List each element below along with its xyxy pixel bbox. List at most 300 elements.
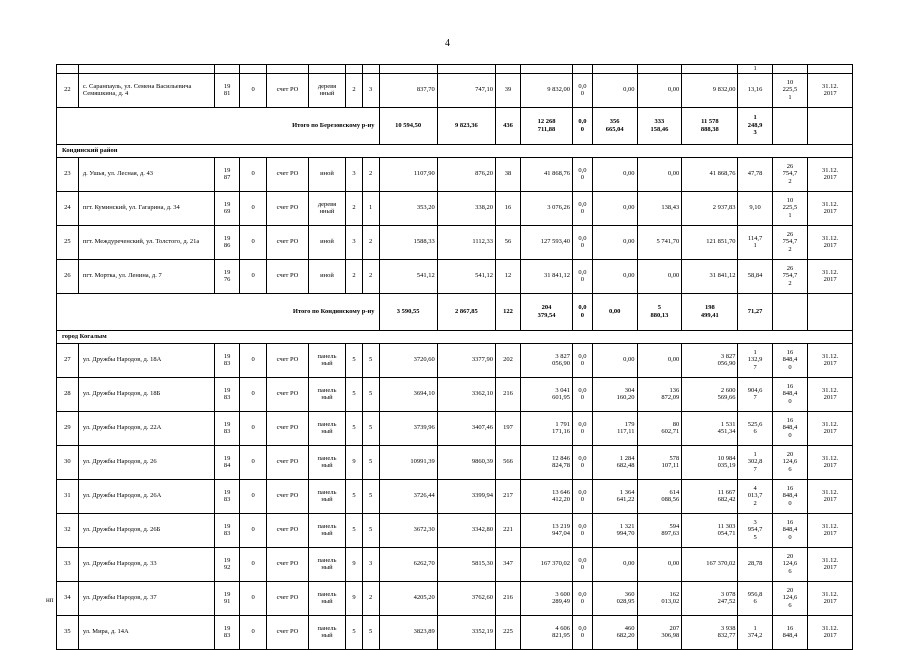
table-cell: 0,00 (637, 73, 682, 107)
subtotal-label: Итого по Березовскому р-ну (57, 107, 380, 144)
table-cell: 347 (496, 547, 521, 581)
table-cell (637, 65, 682, 74)
table-cell: 31.12. 2017 (808, 225, 853, 259)
table-cell: 31 (57, 479, 79, 513)
table-row (57, 547, 853, 581)
table-cell: 6262,70 (379, 547, 437, 581)
table-cell: 3362,10 (437, 377, 495, 411)
table-cell: 26 754,7 2 (772, 225, 807, 259)
table-cell: панель ный (308, 581, 345, 615)
table-cell: 460 682,20 (592, 615, 637, 649)
table-cell: 13,16 (738, 73, 772, 107)
table-cell: 5 (346, 513, 363, 547)
table-cell: панель ный (308, 377, 345, 411)
footer-mark: нп (46, 596, 54, 604)
table-cell: 837,70 (379, 73, 437, 107)
subtotal-cell: 11 578 888,38 (682, 107, 738, 144)
table-cell: 5 (346, 377, 363, 411)
address-cell: пгт. Мортка, ул. Ленина, д. 7 (78, 259, 214, 293)
table-cell: 566 (496, 445, 521, 479)
table-cell: 3762,60 (437, 581, 495, 615)
table-cell: 31.12. 2017 (808, 191, 853, 225)
table-cell: 0 (240, 157, 267, 191)
table-cell: 31.12. 2017 (808, 259, 853, 293)
table-cell: счет РО (267, 259, 309, 293)
table-cell: 23 (57, 157, 79, 191)
table-cell: 197 (496, 411, 521, 445)
table-row (57, 73, 853, 107)
table-cell: 541,12 (437, 259, 495, 293)
section-header-row (57, 144, 853, 157)
address-cell: ул. Дружбы Народов, д. 37 (78, 581, 214, 615)
table-cell (267, 65, 309, 74)
table-cell: 5 (346, 343, 363, 377)
table-cell: 136 872,09 (637, 377, 682, 411)
table-cell: 34 (57, 581, 79, 615)
table-cell: 0,0 0 (573, 547, 593, 581)
subtotal-cell: 333 158,46 (637, 107, 682, 144)
table-cell: 31 841,12 (682, 259, 738, 293)
table-cell: 0,0 0 (573, 479, 593, 513)
table-cell: 2 (362, 225, 379, 259)
table-cell: 3694,10 (379, 377, 437, 411)
table-cell: 4 606 821,95 (521, 615, 573, 649)
table-row (57, 581, 853, 615)
table-cell: 0,0 0 (573, 513, 593, 547)
table-cell: 30 (57, 445, 79, 479)
table-cell: панель ный (308, 411, 345, 445)
table-cell: 167 370,02 (521, 547, 573, 581)
table-cell: 19 69 (215, 191, 240, 225)
table-cell: 10 225,5 1 (772, 73, 807, 107)
table-cell: 9 832,00 (521, 73, 573, 107)
table-cell: счет РО (267, 191, 309, 225)
table-cell: 614 088,56 (637, 479, 682, 513)
table-cell: 47,78 (738, 157, 772, 191)
table-cell: 16 848,4 0 (772, 343, 807, 377)
table-cell: 5 (362, 445, 379, 479)
table-cell: 31.12. 2017 (808, 411, 853, 445)
subtotal-cell: 0,00 (592, 293, 637, 330)
table-cell: 5 (362, 411, 379, 445)
table-cell: 2 (346, 259, 363, 293)
table-cell (521, 65, 573, 74)
subtotal-cell: 2 867,85 (437, 293, 495, 330)
table-cell: 19 92 (215, 547, 240, 581)
table-cell (240, 65, 267, 74)
table-cell: 3352,19 (437, 615, 495, 649)
table-cell: панель ный (308, 479, 345, 513)
table-cell: 3726,44 (379, 479, 437, 513)
table-cell: 216 (496, 581, 521, 615)
table-cell: 16 848,4 0 (772, 513, 807, 547)
table-cell: 0 (240, 73, 267, 107)
table-cell: 0,0 0 (573, 343, 593, 377)
table-cell: 179 117,11 (592, 411, 637, 445)
table-cell: 3 827 056,90 (521, 343, 573, 377)
table-cell: панель ный (308, 547, 345, 581)
table-cell (346, 65, 363, 74)
table-cell: 33 (57, 547, 79, 581)
table-cell: счет РО (267, 157, 309, 191)
address-cell: с. Саранпауль, ул. Семена Васильевича Семяшкина, д. 4 (78, 73, 214, 107)
table-cell: панель ный (308, 615, 345, 649)
table-cell: 0 (240, 411, 267, 445)
address-cell: ул. Дружбы Народов, д. 26 (78, 445, 214, 479)
table-row (57, 157, 853, 191)
table-cell: 207 306,98 (637, 615, 682, 649)
table-cell: 11 303 054,71 (682, 513, 738, 547)
housing-repair-table (56, 64, 853, 650)
table-cell: 9 (346, 445, 363, 479)
table-cell: 138,43 (637, 191, 682, 225)
table-cell: 5 (362, 377, 379, 411)
table-cell: 0,00 (592, 547, 637, 581)
table-cell: 221 (496, 513, 521, 547)
table-cell: 747,10 (437, 73, 495, 107)
table-row (57, 343, 853, 377)
table-cell: иной (308, 157, 345, 191)
table-cell: 360 028,95 (592, 581, 637, 615)
table-row (57, 411, 853, 445)
table-cell: 304 160,20 (592, 377, 637, 411)
table-cell: 0,0 0 (573, 445, 593, 479)
table-cell: 0,00 (592, 73, 637, 107)
table-cell: счет РО (267, 581, 309, 615)
table-cell: 41 868,76 (521, 157, 573, 191)
table-cell (573, 65, 593, 74)
address-cell: д. Ушья, ул. Лесная, д. 43 (78, 157, 214, 191)
table-cell: 2 (362, 581, 379, 615)
address-cell: ул. Дружбы Народов, д. 22А (78, 411, 214, 445)
table-cell: деревя нный (308, 73, 345, 107)
table-cell: 31.12. 2017 (808, 445, 853, 479)
table-cell: 0,0 0 (573, 73, 593, 107)
table-cell: 20 124,6 6 (772, 581, 807, 615)
table-cell: 0 (240, 225, 267, 259)
table-cell: 9 (346, 547, 363, 581)
table-cell: 5 (362, 615, 379, 649)
table-cell: 956,8 6 (738, 581, 772, 615)
table-cell (308, 65, 345, 74)
table-cell: иной (308, 259, 345, 293)
table-cell: 0,0 0 (573, 581, 593, 615)
address-cell: ул. Мира, д. 14А (78, 615, 214, 649)
table-cell: 19 83 (215, 343, 240, 377)
table-cell: 3823,89 (379, 615, 437, 649)
table-cell: 13 219 947,04 (521, 513, 573, 547)
subtotal-cell: 71,27 (738, 293, 772, 330)
table-cell: 16 (496, 191, 521, 225)
table-cell: 0 (240, 615, 267, 649)
table-cell: 9 832,00 (682, 73, 738, 107)
table-cell: 28,78 (738, 547, 772, 581)
table-cell: 0,0 0 (573, 615, 593, 649)
address-cell: пгт. Междуреченский, ул. Толстого, д. 21а (78, 225, 214, 259)
table-cell: 2 (346, 191, 363, 225)
subtotal-cell (808, 293, 853, 330)
table-cell (78, 65, 214, 74)
subtotal-cell: 356 665,04 (592, 107, 637, 144)
table-cell: 0,0 0 (573, 225, 593, 259)
table-cell: 0,0 0 (573, 191, 593, 225)
address-cell: ул. Дружбы Народов, д. 26А (78, 479, 214, 513)
address-cell: ул. Дружбы Народов, д. 33 (78, 547, 214, 581)
table-cell: 5 (346, 615, 363, 649)
table-cell (215, 65, 240, 74)
table-cell: 9,10 (738, 191, 772, 225)
table-cell: 4205,20 (379, 581, 437, 615)
table-cell: счет РО (267, 343, 309, 377)
page-number: 4 (445, 38, 450, 49)
table-cell: 0,0 0 (573, 411, 593, 445)
table-cell: 3739,96 (379, 411, 437, 445)
table-cell: 1 284 682,48 (592, 445, 637, 479)
table-cell: 41 868,76 (682, 157, 738, 191)
table-cell: 20 124,6 6 (772, 445, 807, 479)
table-cell: 0 (240, 581, 267, 615)
table-cell: 876,20 (437, 157, 495, 191)
table-cell: 4 013,7 2 (738, 479, 772, 513)
table-cell: 80 602,71 (637, 411, 682, 445)
table-cell: 1 531 451,34 (682, 411, 738, 445)
table-cell: 0,00 (637, 157, 682, 191)
table-cell: 39 (496, 73, 521, 107)
subtotal-cell: 9 823,36 (437, 107, 495, 144)
table-cell (592, 65, 637, 74)
table-cell (437, 65, 495, 74)
table-cell: 0 (240, 547, 267, 581)
table-row (57, 615, 853, 649)
subtotal-cell: 12 268 711,88 (521, 107, 573, 144)
subtotal-cell: 198 499,41 (682, 293, 738, 330)
table-cell: 162 013,02 (637, 581, 682, 615)
table-cell: 16 848,4 (772, 615, 807, 649)
subtotal-cell (808, 107, 853, 144)
table-row (57, 259, 853, 293)
table-cell: 0,0 0 (573, 259, 593, 293)
table-cell: 31.12. 2017 (808, 343, 853, 377)
table-cell: 32 (57, 513, 79, 547)
table-cell (362, 65, 379, 74)
address-cell: ул. Дружбы Народов, д. 18Б (78, 377, 214, 411)
table-cell: 167 370,02 (682, 547, 738, 581)
table-cell: 11 667 682,42 (682, 479, 738, 513)
table-cell: 19 83 (215, 513, 240, 547)
table-cell: 20 124,6 6 (772, 547, 807, 581)
table-cell: 217 (496, 479, 521, 513)
section-title: Кондинский район (57, 144, 853, 157)
table-cell: 5 (362, 513, 379, 547)
table-cell: 3 (362, 73, 379, 107)
table-cell: 16 848,4 0 (772, 411, 807, 445)
subtotal-cell: 436 (496, 107, 521, 144)
table-cell: 31.12. 2017 (808, 479, 853, 513)
table-cell: 31 841,12 (521, 259, 573, 293)
table-cell: панель ный (308, 343, 345, 377)
table-cell: 31.12. 2017 (808, 73, 853, 107)
table-row (57, 225, 853, 259)
table-cell: 31.12. 2017 (808, 581, 853, 615)
subtotal-cell: 3 590,55 (379, 293, 437, 330)
table-cell: 16 848,4 0 (772, 377, 807, 411)
table-cell: 35 (57, 615, 79, 649)
table-cell: 31.12. 2017 (808, 377, 853, 411)
table-cell: 1 302,8 7 (738, 445, 772, 479)
table-cell: 38 (496, 157, 521, 191)
table-cell: 525,6 6 (738, 411, 772, 445)
table-cell: 12 (496, 259, 521, 293)
table-cell: 2 600 569,66 (682, 377, 738, 411)
table-cell: 0,00 (592, 343, 637, 377)
address-cell: пгт. Куминский, ул. Гагарина, д. 34 (78, 191, 214, 225)
table-cell: счет РО (267, 445, 309, 479)
table-cell: 0,00 (592, 259, 637, 293)
table-cell: 9860,39 (437, 445, 495, 479)
table-cell: 5 (362, 343, 379, 377)
table-cell: 26 (57, 259, 79, 293)
table-cell: 0,00 (637, 343, 682, 377)
table-cell: 578 107,11 (637, 445, 682, 479)
table-cell: 3672,30 (379, 513, 437, 547)
table-cell: 2 (362, 259, 379, 293)
table-cell: 5 741,70 (637, 225, 682, 259)
table-cell: 19 83 (215, 615, 240, 649)
table-cell (808, 65, 853, 74)
table-cell: 202 (496, 343, 521, 377)
table-cell: 0 (240, 343, 267, 377)
table-cell (772, 65, 807, 74)
table-cell: 3 (346, 157, 363, 191)
table-cell: 0,0 0 (573, 377, 593, 411)
subtotal-row (57, 107, 853, 144)
table-cell (682, 65, 738, 74)
table-cell: 19 83 (215, 377, 240, 411)
address-cell: ул. Дружбы Народов, д. 26Б (78, 513, 214, 547)
table-cell: 0 (240, 259, 267, 293)
table-cell: 19 76 (215, 259, 240, 293)
table-cell (496, 65, 521, 74)
table-cell: 2 (346, 73, 363, 107)
table-cell: 19 83 (215, 411, 240, 445)
section-header-row (57, 330, 853, 343)
table-cell: счет РО (267, 513, 309, 547)
table-cell: 127 593,40 (521, 225, 573, 259)
table-cell: 0,00 (637, 259, 682, 293)
table-cell (57, 65, 79, 74)
table-cell: 2 (362, 157, 379, 191)
table-cell: 31.12. 2017 (808, 513, 853, 547)
table-cell: 13 646 412,20 (521, 479, 573, 513)
table-cell: 121 851,70 (682, 225, 738, 259)
table-cell: деревя нный (308, 191, 345, 225)
table-cell: 29 (57, 411, 79, 445)
table-cell: 24 (57, 191, 79, 225)
table-cell: 3377,90 (437, 343, 495, 377)
table-cell: 3 954,7 5 (738, 513, 772, 547)
table-cell: 216 (496, 377, 521, 411)
table-cell: 0 (240, 513, 267, 547)
table-cell: 31.12. 2017 (808, 547, 853, 581)
section-title: город Когалым (57, 330, 853, 343)
table-cell: счет РО (267, 547, 309, 581)
table-cell: 3 076,26 (521, 191, 573, 225)
table-cell: 22 (57, 73, 79, 107)
subtotal-cell (772, 293, 807, 330)
table-cell: 3407,46 (437, 411, 495, 445)
table-row-continuation (57, 65, 853, 74)
table-cell: 1 321 994,70 (592, 513, 637, 547)
table-cell: иной (308, 225, 345, 259)
address-cell: ул. Дружбы Народов, д. 18А (78, 343, 214, 377)
table-cell: 1 (362, 191, 379, 225)
table-cell: 26 754,7 2 (772, 259, 807, 293)
table-cell: 19 83 (215, 479, 240, 513)
table-cell: 594 897,63 (637, 513, 682, 547)
table-cell: 3 (362, 547, 379, 581)
table-row (57, 513, 853, 547)
subtotal-cell: 122 (496, 293, 521, 330)
table-cell: 10991,39 (379, 445, 437, 479)
table-cell: 1112,33 (437, 225, 495, 259)
table-cell: 31.12. 2017 (808, 157, 853, 191)
table-cell: счет РО (267, 615, 309, 649)
table-cell: 1588,33 (379, 225, 437, 259)
table-cell: 5 (346, 479, 363, 513)
table-cell: 0,00 (637, 547, 682, 581)
table-cell: 5 (346, 411, 363, 445)
table-cell: 10 984 035,19 (682, 445, 738, 479)
subtotal-row (57, 293, 853, 330)
subtotal-cell (772, 107, 807, 144)
table-cell: 5815,30 (437, 547, 495, 581)
table-cell: 1 374,2 (738, 615, 772, 649)
table-cell: 56 (496, 225, 521, 259)
table-cell: 225 (496, 615, 521, 649)
table-row (57, 479, 853, 513)
table-cell: 19 84 (215, 445, 240, 479)
table-cell: 19 86 (215, 225, 240, 259)
table-cell: 338,20 (437, 191, 495, 225)
table-cell: 10 225,5 1 (772, 191, 807, 225)
table-cell: счет РО (267, 377, 309, 411)
table-cell: счет РО (267, 225, 309, 259)
table-cell: 3 938 832,77 (682, 615, 738, 649)
table-cell: 31.12. 2017 (808, 615, 853, 649)
table-cell: 0,00 (592, 225, 637, 259)
table-cell: панель ный (308, 513, 345, 547)
table-cell: 3 600 289,49 (521, 581, 573, 615)
table-row (57, 445, 853, 479)
table-cell: 9 (346, 581, 363, 615)
subtotal-cell: 10 594,50 (379, 107, 437, 144)
table-cell: 0,0 0 (573, 157, 593, 191)
subtotal-cell: 0,0 0 (573, 293, 593, 330)
table-cell: 0,00 (592, 157, 637, 191)
table-cell: 28 (57, 377, 79, 411)
subtotal-label: Итого по Кондинскому р-ну (57, 293, 380, 330)
table-cell: 3399,94 (437, 479, 495, 513)
table-cell: 5 (362, 479, 379, 513)
table-cell: 3 078 247,52 (682, 581, 738, 615)
table-cell: 1107,90 (379, 157, 437, 191)
table-cell: 2 937,83 (682, 191, 738, 225)
table-cell: 3 (346, 225, 363, 259)
table-cell: 58,84 (738, 259, 772, 293)
subtotal-cell: 1 248,9 3 (738, 107, 772, 144)
table-cell (379, 65, 437, 74)
table-cell: 353,20 (379, 191, 437, 225)
